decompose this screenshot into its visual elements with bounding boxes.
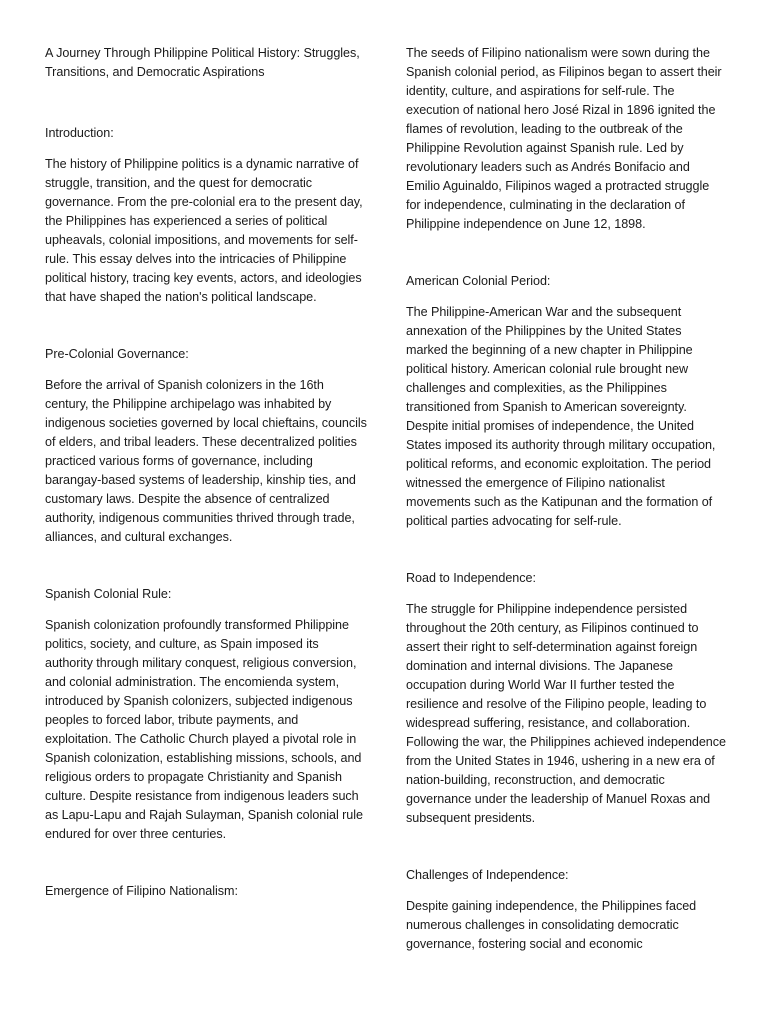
section-paragraph-challenges: Despite gaining independence, the Philippines faced numerous challenges in consolidating democratic governance, fostering social and economic	[406, 899, 697, 951]
section-paragraph-introduction: The history of Philippine politics is a dynamic narrative of struggle, transition, and the quest for democratic governance. From the pre-colonial era to the present day, the Philippines has experienced a series of political upheavals, colonial impositions, and movements for self-rule. This essay delves into the intricacies of Philippine political history, tracing key events, actors, and ideologies that have shaped the nation's political landscape.	[45, 157, 363, 304]
section-paragraph-pre-colonial: Before the arrival of Spanish colonizers in the 16th century, the Philippine archipelago was inhabited by indigenous societies governed by local chieftains, councils of elders, and tribal leaders. These decentralized polities practiced various forms of governance, including barangay-based systems of leadership, kinship ties, and customary laws. Despite the absence of centralized authority, indigenous communities thrived through trade, alliances, and cultural exchanges.	[45, 378, 367, 544]
section-heading-spanish-rule: Spanish Colonial Rule:	[45, 587, 172, 601]
section-heading-pre-colonial: Pre-Colonial Governance:	[45, 347, 189, 361]
section-heading-road-to-independence: Road to Independence:	[406, 571, 536, 585]
section-heading-american-period: American Colonial Period:	[406, 274, 551, 288]
left-column	[45, 44, 367, 913]
section-heading-challenges: Challenges of Independence:	[406, 868, 569, 882]
document-title: A Journey Through Philippine Political History: Struggles, Transitions, and Democratic Aspirations	[45, 46, 360, 79]
right-column	[406, 44, 726, 954]
section-paragraph-american-period: The Philippine-American War and the subsequent annexation of the Philippines by the United States marked the beginning of a new chapter in Philippine political history. American colonial rule brought new challenges and complexities, as the Philippines transitioned from Spanish to American sovereignty. Despite initial promises of independence, the United States imposed its authority through military occupation, political reforms, and economic exploitation. The period witnessed the emergence of Filipino nationalist movements such as the Katipunan and the formation of political parties advocating for self-rule.	[406, 305, 716, 528]
section-heading-introduction: Introduction:	[45, 126, 114, 140]
section-paragraph-road-to-independence: The struggle for Philippine independence persisted throughout the 20th century, as Filipinos continued to assert their right to self-determination against foreign domination and internal divisions. The Japanese occupation during World War II further tested the resilience and resolve of the Filipino people, leading to widespread suffering, resistance, and collaboration. Following the war, the Philippines achieved independence from the United States in 1946, ushering in a new era of nation-building, reconstruction, and democratic governance under the leadership of Manuel Roxas and subsequent presidents.	[406, 602, 726, 825]
section-heading-nationalism: Emergence of Filipino Nationalism:	[45, 884, 238, 898]
section-paragraph-nationalism: The seeds of Filipino nationalism were sown during the Spanish colonial period, as Filipinos began to assert their identity, culture, and aspirations for self-rule. The execution of national hero José Rizal in 1896 ignited the flames of revolution, leading to the outbreak of the Philippine Revolution against Spanish rule. Led by revolutionary leaders such as Andrés Bonifacio and Emilio Aguinaldo, Filipinos waged a protracted struggle for independence, culminating in the declaration of Philippine independence on June 12, 1898.	[406, 46, 722, 231]
section-paragraph-spanish-rule: Spanish colonization profoundly transformed Philippine politics, society, and culture, as Spain imposed its authority through military conquest, religious conversion, and colonial administration. The encomienda system, introduced by Spanish colonizers, subjected indigenous peoples to forced labor, tribute payments, and exploitation. The Catholic Church played a pivotal role in Spanish colonization, establishing missions, schools, and religious orders to propagate Christianity and Spanish culture. Despite resistance from indigenous leaders such as Lapu-Lapu and Rajah Sulayman, Spanish colonial rule endured for over three centuries.	[45, 618, 363, 841]
